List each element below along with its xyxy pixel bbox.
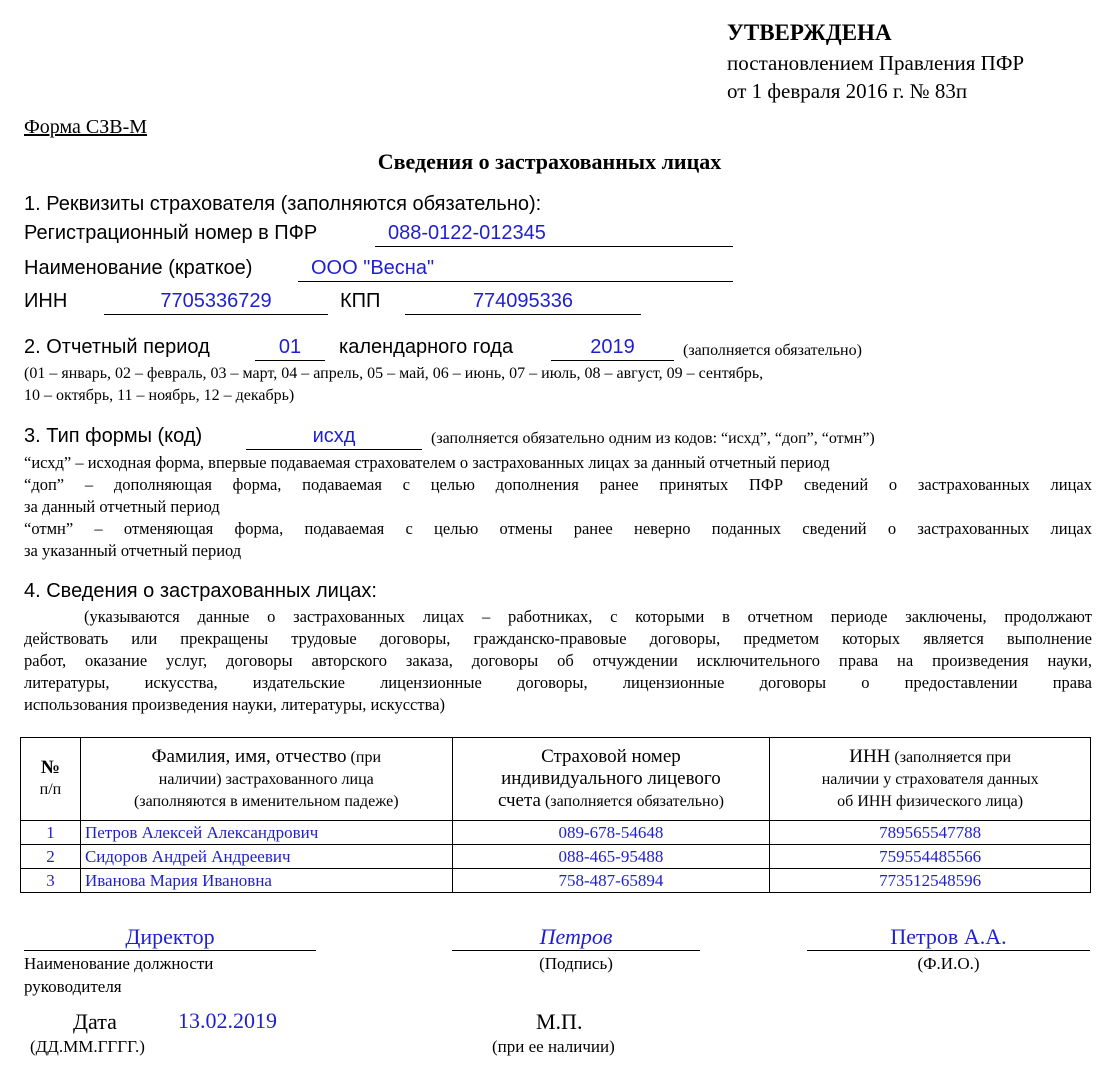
form-type-value[interactable]: исхд	[312, 425, 356, 447]
kpp-underline	[405, 314, 641, 315]
inn-underline	[104, 314, 328, 315]
col-num-label-a: №	[40, 757, 61, 778]
row-fio[interactable]: Иванова Мария Ивановна	[80, 869, 452, 893]
row-snils[interactable]: 758-487-65894	[452, 869, 770, 893]
reg-number-label: Регистрационный номер в ПФР	[24, 222, 318, 244]
approval-line-2: от 1 февраля 2016 г. № 83п	[727, 79, 968, 103]
section4-text-3: работ, оказание услуг, договоры авторского заказа, договоры об отчуждении исключительного права на произведения науки,	[24, 651, 1092, 670]
def-otmn-line-1: “отмн” – отменяющая форма, подаваемая с целью отмены ранее неверно поданных сведений о застрахованных лицах	[24, 519, 1092, 538]
row-inn[interactable]: 773512548596	[770, 869, 1091, 893]
kpp-value[interactable]: 774095336	[472, 290, 574, 312]
fio-underline	[807, 950, 1090, 951]
col-snils-label-c: счета	[497, 789, 541, 811]
form-type-note: (заполняется обязательно одним из кодов: “исхд”, “доп”, “отмн”)	[431, 430, 875, 447]
inn-label: ИНН	[24, 290, 68, 312]
col-header-fio	[80, 738, 452, 821]
doc-title: Сведения о застрахованных лицах	[377, 149, 722, 174]
stamp-note: (при ее наличии)	[492, 1037, 615, 1056]
row-snils[interactable]: 089-678-54648	[452, 821, 770, 845]
row-inn[interactable]: 789565547788	[770, 821, 1091, 845]
table-row	[21, 845, 1091, 869]
section4-text-4: литературы, искусства, издательские лицензионные договоры, лицензионные договоры о предоставлении права	[24, 673, 1092, 692]
section1-heading: 1. Реквизиты страхователя (заполняются обязательно):	[24, 193, 542, 215]
org-name-label: Наименование (краткое)	[24, 257, 253, 279]
form-type-definitions	[24, 452, 1092, 562]
fio-label: (Ф.И.О.)	[917, 954, 980, 973]
def-ishd: “исхд” – исходная форма, впервые подаваемая страхователем о застрахованных лицах за данный отчетный период	[24, 453, 830, 472]
def-dop-line-2: за данный отчетный период	[24, 497, 220, 516]
row-num[interactable]: 3	[21, 869, 81, 893]
row-num[interactable]: 1	[21, 821, 81, 845]
position-label-b: руководителя	[24, 977, 122, 996]
date-format-label: (ДД.ММ.ГГГГ.)	[30, 1037, 145, 1056]
year-value[interactable]: 2019	[590, 336, 635, 358]
section4-text-5: использования произведения науки, литературы, искусства)	[24, 695, 445, 714]
inn-value[interactable]: 7705336729	[160, 290, 272, 312]
year-label: календарного года	[339, 336, 514, 358]
form-type-underline	[246, 449, 422, 450]
row-num[interactable]: 2	[21, 845, 81, 869]
signature-value[interactable]: Петров	[539, 924, 613, 949]
def-dop-line-1: “доп” – дополняющая форма, подаваемая с целью дополнения ранее принятых ПФР сведений о застрахованных лицах	[24, 475, 1092, 494]
signature-underline	[452, 950, 700, 951]
col-snils-label-a: Страховой номер	[541, 745, 681, 767]
table-header-row	[21, 738, 1091, 821]
col-fio-label-b: наличии) застрахованного лица	[158, 770, 374, 788]
position-value[interactable]: Директор	[125, 924, 215, 949]
period-label: 2. Отчетный период	[24, 336, 210, 358]
col-header-num	[21, 738, 81, 821]
row-fio[interactable]: Петров Алексей Александрович	[80, 821, 452, 845]
col-fio-label-a-note: (при	[350, 748, 381, 766]
insured-persons-table	[20, 737, 1091, 893]
table-row	[21, 869, 1091, 893]
col-inn-label-b: наличии у страхователя данных	[821, 770, 1039, 788]
col-header-snils	[452, 738, 770, 821]
approval-title: УТВЕРЖДЕНА	[727, 20, 892, 45]
col-header-inn	[770, 738, 1091, 821]
date-label: Дата	[73, 1009, 117, 1034]
col-fio-label-c: (заполняются в именительном падеже)	[133, 792, 399, 810]
stamp-label: М.П.	[536, 1009, 583, 1034]
section4-heading: 4. Сведения о застрахованных лицах:	[24, 580, 377, 602]
col-num-label-b: п/п	[39, 781, 62, 798]
form-name: Форма СЗВ-М	[24, 116, 148, 138]
period-underline	[255, 360, 325, 361]
kpp-label: КПП	[340, 290, 381, 312]
section4-text-2: действовать или прекращены трудовые договоры, гражданско-правовые договоры, предметом которых является выполнение	[24, 629, 1092, 648]
org-name-underline	[298, 281, 733, 282]
fio-value[interactable]: Петров А.А.	[890, 924, 1007, 949]
reg-number-underline	[375, 246, 733, 247]
table-row	[21, 821, 1091, 845]
period-hint-1: (01 – январь, 02 – февраль, 03 – март, 04 – апрель, 05 – май, 06 – июнь, 07 – июль, 08 – август, 09 – сентябрь,	[24, 365, 764, 382]
period-note: (заполняется обязательно)	[683, 342, 862, 359]
col-snils-label-c-note: (заполняется обязательно)	[544, 792, 724, 810]
position-label-a: Наименование должности	[24, 954, 214, 973]
row-snils[interactable]: 088-465-95488	[452, 845, 770, 869]
row-fio[interactable]: Сидоров Андрей Андреевич	[80, 845, 452, 869]
col-fio-label-a: Фамилия, имя, отчество	[151, 745, 347, 767]
row-inn[interactable]: 759554485566	[770, 845, 1091, 869]
section4-text-1: (указываются данные о застрахованных лицах – работниках, с которыми в отчетном периоде заключены, продолжают	[84, 607, 1092, 626]
col-snils-label-b: индивидуального лицевого	[501, 767, 721, 789]
reg-number-value[interactable]: 088-0122-012345	[388, 222, 546, 244]
form-type-label: 3. Тип формы (код)	[24, 425, 203, 447]
col-inn-label-c: об ИНН физического лица)	[837, 792, 1024, 810]
period-value[interactable]: 01	[278, 336, 302, 358]
col-inn-label-a-note: (заполняется при	[894, 748, 1012, 766]
position-underline	[24, 950, 316, 951]
approval-line-1: постановлением Правления ПФР	[727, 51, 1025, 75]
def-otmn-line-2: за указанный отчетный период	[24, 541, 242, 560]
org-name-value[interactable]: ООО "Весна"	[311, 257, 435, 279]
signature-label: (Подпись)	[539, 954, 613, 973]
year-underline	[551, 360, 674, 361]
col-inn-label-a: ИНН	[849, 745, 891, 767]
section4-description	[24, 606, 1092, 716]
period-hint-2: 10 – октябрь, 11 – ноябрь, 12 – декабрь)	[24, 387, 295, 404]
date-value[interactable]: 13.02.2019	[178, 1008, 277, 1033]
